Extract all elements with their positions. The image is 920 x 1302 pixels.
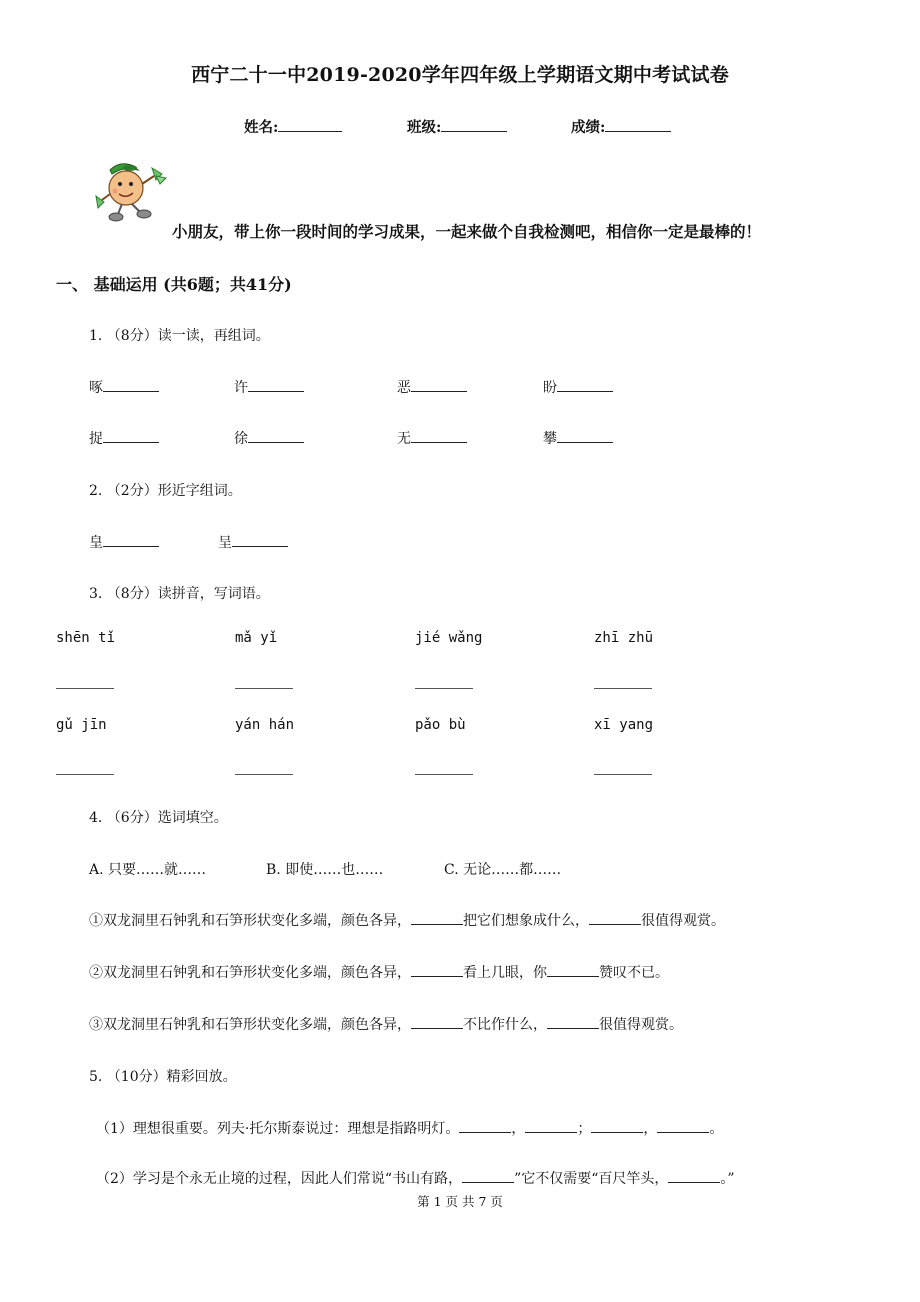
page-title: 西宁二十一中2019-2020学年四年级上学期语文期中考试试卷 <box>191 64 729 86</box>
score-blank[interactable] <box>605 117 671 132</box>
answer-line[interactable] <box>415 774 473 775</box>
intro-text: 小朋友，带上你一段时间的学习成果，一起来做个自我检测吧，相信你一定是最棒的！ <box>172 222 762 241</box>
q1-item: 盼 <box>543 377 613 397</box>
q2-item: 皇 <box>89 532 159 552</box>
answer-line[interactable] <box>235 688 293 689</box>
answer-blank[interactable] <box>547 1014 599 1029</box>
question-5-title: 5. （10分）精彩回放。 <box>89 1069 237 1085</box>
answer-blank[interactable] <box>657 1118 709 1133</box>
question-3-title: 3. （8分）读拼音，写词语。 <box>89 586 270 602</box>
mascot-icon <box>94 158 168 224</box>
option-b: B. 即使……也…… <box>266 862 384 878</box>
answer-blank[interactable] <box>411 962 463 977</box>
answer-blank[interactable] <box>411 377 467 392</box>
answer-blank[interactable] <box>103 377 159 392</box>
q1-item: 无 <box>397 428 467 448</box>
option-a: A. 只要……就…… <box>89 862 207 878</box>
answer-blank[interactable] <box>248 428 304 443</box>
pinyin: xī yang <box>594 717 654 733</box>
pinyin: yán hán <box>235 717 295 733</box>
answer-blank[interactable] <box>248 377 304 392</box>
pinyin: mǎ yǐ <box>235 630 278 646</box>
score-field <box>571 116 671 137</box>
score-label: 成绩: <box>571 119 606 136</box>
answer-blank[interactable] <box>459 1118 511 1133</box>
class-blank[interactable] <box>441 117 507 132</box>
pinyin: jié wǎng <box>415 630 483 646</box>
option-c: C. 无论……都…… <box>444 862 562 878</box>
name-field <box>244 116 342 137</box>
answer-line[interactable] <box>56 688 114 689</box>
class-label: 班级: <box>407 119 442 136</box>
answer-blank[interactable] <box>668 1168 720 1183</box>
q5-part-1: （1）理想很重要。列夫·托尔斯泰说过：理想是指路明灯。 ， ； ， 。 <box>96 1118 723 1138</box>
answer-line[interactable] <box>594 774 652 775</box>
page-number: 第 1 页 共 7 页 <box>417 1194 503 1209</box>
q1-item: 恶 <box>397 377 467 397</box>
answer-line[interactable] <box>235 774 293 775</box>
q1-item: 许 <box>234 377 304 397</box>
answer-line[interactable] <box>415 688 473 689</box>
answer-blank[interactable] <box>411 428 467 443</box>
answer-blank[interactable] <box>525 1118 577 1133</box>
name-label: 姓名: <box>244 119 279 136</box>
pinyin: pǎo bù <box>415 717 466 733</box>
pinyin: shēn tǐ <box>56 630 116 646</box>
sentence-1: ①双龙洞里石钟乳和石笋形状变化多端，颜色各异， 把它们想象成什么， 很值得观赏。 <box>89 910 725 930</box>
question-2-title: 2. （2分）形近字组词。 <box>89 483 242 499</box>
pinyin: gǔ jīn <box>56 717 107 733</box>
answer-blank[interactable] <box>557 377 613 392</box>
answer-blank[interactable] <box>462 1168 514 1183</box>
answer-blank[interactable] <box>547 962 599 977</box>
q1-item: 捉 <box>89 428 159 448</box>
q1-item: 啄 <box>89 377 159 397</box>
q5-part-2: （2）学习是个永无止境的过程，因此人们常说“书山有路， ”它不仅需要“百尺竿头， 。” <box>96 1168 735 1188</box>
section-heading: 一、 基础运用 (共6题；共41分) <box>56 275 292 294</box>
name-blank[interactable] <box>278 117 342 132</box>
answer-blank[interactable] <box>103 428 159 443</box>
q1-item: 攀 <box>543 428 613 448</box>
answer-blank[interactable] <box>557 428 613 443</box>
pinyin: zhī zhū <box>594 630 654 646</box>
answer-blank[interactable] <box>591 1118 643 1133</box>
answer-line[interactable] <box>56 774 114 775</box>
q1-item: 徐 <box>234 428 304 448</box>
answer-blank[interactable] <box>411 910 463 925</box>
answer-blank[interactable] <box>589 910 641 925</box>
q2-item: 呈 <box>218 532 288 552</box>
answer-blank[interactable] <box>411 1014 463 1029</box>
sentence-2: ②双龙洞里石钟乳和石笋形状变化多端，颜色各异， 看上几眼，你 赞叹不已。 <box>89 962 669 982</box>
question-1-title: 1. （8分）读一读，再组词。 <box>89 328 270 344</box>
answer-line[interactable] <box>594 688 652 689</box>
answer-blank[interactable] <box>232 532 288 547</box>
answer-blank[interactable] <box>103 532 159 547</box>
sentence-3: ③双龙洞里石钟乳和石笋形状变化多端，颜色各异， 不比作什么， 很值得观赏。 <box>89 1014 683 1034</box>
question-4-title: 4. （6分）选词填空。 <box>89 810 228 826</box>
class-field <box>407 116 507 137</box>
